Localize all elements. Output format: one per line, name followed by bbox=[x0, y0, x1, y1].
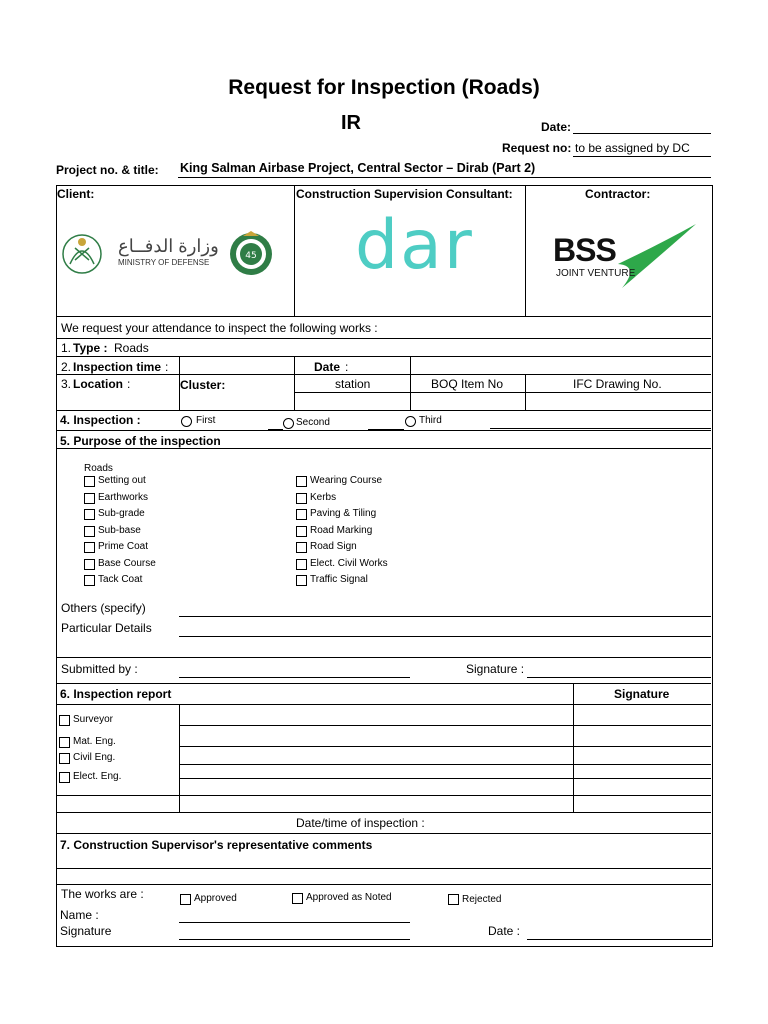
submitted-signature-field[interactable] bbox=[527, 677, 711, 678]
type-label: Type : bbox=[73, 341, 108, 355]
purpose-label: 5. Purpose of the inspection bbox=[60, 434, 221, 448]
date-row-colon: : bbox=[345, 360, 349, 374]
purpose-left-item-label: Setting out bbox=[98, 475, 146, 486]
second-radio[interactable] bbox=[283, 418, 294, 429]
roads-group-label: Roads bbox=[84, 463, 113, 474]
purpose-left-item-checkbox[interactable] bbox=[84, 575, 95, 586]
location-label: Location bbox=[73, 377, 123, 391]
approved-label: Approved bbox=[194, 893, 237, 904]
bss-logo-text: BSS bbox=[553, 232, 616, 268]
date-field[interactable] bbox=[573, 133, 711, 134]
loc-num: 3. bbox=[61, 377, 72, 391]
comments-label: 7. Construction Supervisor's representative comments bbox=[60, 838, 373, 852]
rejected-label: Rejected bbox=[462, 894, 502, 905]
others-field[interactable] bbox=[179, 616, 711, 617]
name-label: Name : bbox=[60, 908, 99, 922]
purpose-left-item-label: Base Course bbox=[98, 557, 156, 569]
form-title: Request for Inspection (Roads) bbox=[228, 76, 540, 99]
cluster-label: Cluster: bbox=[180, 378, 226, 392]
inspection-time-colon: : bbox=[165, 360, 169, 374]
purpose-right-item-label: Road Marking bbox=[310, 524, 373, 536]
purpose-right-item-checkbox[interactable] bbox=[296, 559, 307, 570]
type-value: Roads bbox=[114, 341, 149, 355]
purpose-right-item-checkbox[interactable] bbox=[296, 509, 307, 520]
purpose-left-item-checkbox[interactable] bbox=[84, 542, 95, 553]
request-intro: We request your attendance to inspect the following works : bbox=[61, 321, 378, 335]
final-date-field[interactable] bbox=[527, 939, 711, 940]
purpose-left-item-label: Sub-grade bbox=[98, 508, 145, 519]
purpose-left-item-label: Tack Coat bbox=[98, 574, 143, 585]
mod-arabic-text: وزارة الدفــاع bbox=[118, 236, 219, 256]
bss-joint-venture-text: JOINT VENTURE bbox=[556, 268, 636, 279]
works-are-label: The works are : bbox=[61, 887, 144, 901]
report-item-checkbox[interactable] bbox=[59, 715, 70, 726]
particular-details-label: Particular Details bbox=[61, 621, 152, 635]
contractor-label: Contractor: bbox=[585, 187, 651, 201]
inspection-label: 4. Inspection : bbox=[60, 413, 141, 427]
purpose-left-item-checkbox[interactable] bbox=[84, 509, 95, 520]
report-item-label: Mat. Eng. bbox=[73, 736, 116, 747]
purpose-right-item-label: Traffic Signal bbox=[310, 574, 368, 585]
inspection-time-label: Inspection time bbox=[73, 360, 162, 374]
submitted-signature-label: Signature : bbox=[466, 662, 525, 676]
inspection-report-label: 6. Inspection report bbox=[60, 687, 172, 701]
purpose-left-item-label: Earthworks bbox=[98, 491, 149, 503]
others-label: Others (specify) bbox=[61, 601, 146, 615]
dar-logo: dar bbox=[355, 206, 474, 285]
purpose-left-item-checkbox[interactable] bbox=[84, 526, 95, 537]
submitted-by-label: Submitted by : bbox=[61, 662, 138, 676]
report-item-checkbox[interactable] bbox=[59, 772, 70, 783]
form-code: IR bbox=[341, 112, 361, 134]
purpose-right-item-label: Wearing Course bbox=[310, 475, 383, 486]
final-date-label: Date : bbox=[488, 924, 521, 938]
purpose-left-item-checkbox[interactable] bbox=[84, 493, 95, 504]
time-num: 2. bbox=[61, 360, 72, 374]
purpose-right-item-label: Road Sign bbox=[310, 541, 357, 552]
station-label: station bbox=[335, 377, 371, 391]
first-radio[interactable] bbox=[181, 416, 192, 427]
approved-as-noted-checkbox[interactable] bbox=[292, 893, 303, 904]
submitted-by-field[interactable] bbox=[179, 677, 410, 678]
particular-details-field[interactable] bbox=[179, 636, 711, 637]
datetime-of-inspection-label: Date/time of inspection : bbox=[296, 816, 425, 830]
consultant-label: Construction Supervision Consultant: bbox=[296, 187, 513, 201]
client-label: Client: bbox=[57, 187, 95, 201]
purpose-right-item-label: Elect. Civil Works bbox=[310, 557, 388, 569]
project-title: King Salman Airbase Project, Central Sector – Dirab (Part 2) bbox=[180, 161, 536, 175]
third-label: Third bbox=[419, 415, 442, 426]
location-colon: : bbox=[127, 377, 131, 391]
name-field[interactable] bbox=[179, 922, 410, 923]
boq-label: BOQ Item No bbox=[431, 377, 504, 391]
project-label: Project no. & title: bbox=[56, 163, 159, 177]
rejected-checkbox[interactable] bbox=[448, 894, 459, 905]
request-no-label: Request no: bbox=[502, 141, 572, 155]
approved-checkbox[interactable] bbox=[180, 894, 191, 905]
purpose-right-item-label: Kerbs bbox=[310, 491, 337, 503]
bss-swoosh-icon bbox=[610, 224, 700, 290]
purpose-right-item-checkbox[interactable] bbox=[296, 493, 307, 504]
first-label: First bbox=[196, 415, 216, 426]
type-num: 1. bbox=[61, 341, 72, 355]
purpose-right-item-checkbox[interactable] bbox=[296, 526, 307, 537]
purpose-left-item-checkbox[interactable] bbox=[84, 559, 95, 570]
purpose-left-item-label: Prime Coat bbox=[98, 541, 149, 552]
date-row-label: Date bbox=[314, 360, 341, 374]
report-item-label: Surveyor bbox=[73, 714, 114, 725]
purpose-left-item-label: Sub-base bbox=[98, 524, 141, 536]
final-signature-field[interactable] bbox=[179, 939, 410, 940]
purpose-right-item-checkbox[interactable] bbox=[296, 476, 307, 487]
third-radio[interactable] bbox=[405, 416, 416, 427]
second-label: Second bbox=[296, 417, 330, 428]
approved-as-noted-label: Approved as Noted bbox=[306, 892, 392, 903]
report-item-checkbox[interactable] bbox=[59, 737, 70, 748]
final-signature-label: Signature bbox=[60, 924, 112, 938]
request-no-value: to be assigned by DC bbox=[575, 141, 690, 155]
svg-text:45: 45 bbox=[245, 251, 257, 261]
purpose-left-item-checkbox[interactable] bbox=[84, 476, 95, 487]
purpose-right-item-label: Paving & Tiling bbox=[310, 508, 377, 519]
purpose-right-item-checkbox[interactable] bbox=[296, 575, 307, 586]
report-item-checkbox[interactable] bbox=[59, 753, 70, 764]
report-signature-header: Signature bbox=[614, 687, 670, 701]
date-label: Date: bbox=[541, 120, 572, 134]
mod-english-text: MINISTRY OF DEFENSE bbox=[118, 258, 210, 267]
ifc-label: IFC Drawing No. bbox=[573, 377, 662, 391]
report-item-label: Civil Eng. bbox=[73, 752, 116, 763]
purpose-right-item-checkbox[interactable] bbox=[296, 542, 307, 553]
report-item-label: Elect. Eng. bbox=[73, 771, 122, 782]
